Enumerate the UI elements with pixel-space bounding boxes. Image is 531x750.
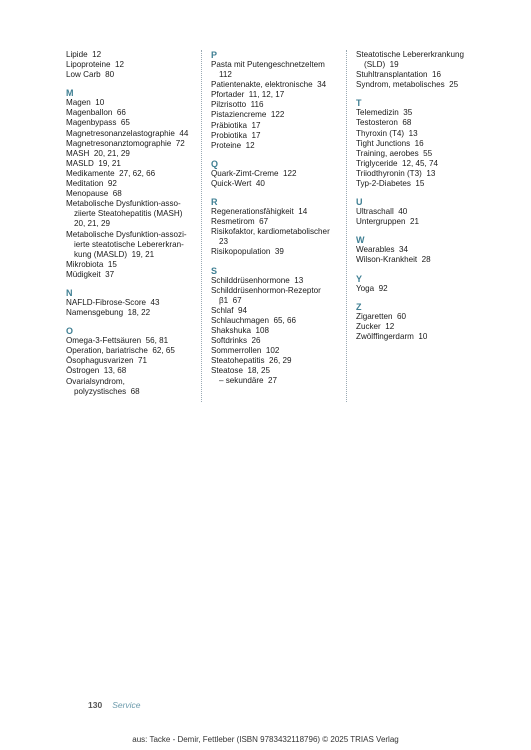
index-entry: Wilson-Krankheit 28 (356, 255, 431, 265)
index-entry: Operation, bariatrische 62, 65 (66, 346, 175, 356)
index-group (356, 197, 486, 227)
index-entry: Schlaf 94 (211, 305, 247, 315)
index-entry: Sommerrollen 102 (211, 346, 280, 356)
index-group (356, 50, 486, 90)
index-entry: Risikofaktor, kardiometabolischer (211, 227, 330, 237)
index-entry: Shakshuka 108 (211, 325, 270, 335)
index-group (66, 288, 196, 318)
index-group (211, 197, 341, 257)
index-entry: Östrogen 13, 68 (66, 366, 127, 376)
index-entry: Präbiotika 17 (211, 120, 261, 130)
index-entry: Telemedizin 35 (356, 108, 413, 118)
index-group (356, 274, 486, 294)
index-letter-heading: M (66, 88, 74, 99)
index-letter-heading: S (211, 265, 218, 276)
index-group (211, 159, 341, 189)
index-column-3 (356, 50, 486, 350)
index-entry: Risikopopulation 39 (211, 247, 284, 257)
index-entry: ziierte Steatohepatitis (MASH) (74, 209, 183, 219)
index-entry: Schilddrüsenhormone 13 (211, 275, 304, 285)
index-entry: Magnetresonanztomographie 72 (66, 138, 185, 148)
index-entry: Proteine 12 (211, 140, 255, 150)
index-entry: Pasta mit Putengeschnetzeltem (211, 60, 325, 69)
index-entry: Metabolische Dysfunktion-asso- (66, 199, 181, 209)
index-entry: Softdrinks 26 (211, 336, 261, 346)
column-separator (346, 50, 347, 402)
index-entry: Triglyceride 12, 45, 74 (356, 158, 439, 168)
index-entry: Steatose 18, 25 (211, 366, 270, 376)
index-entry: Mikrobiota 15 (66, 259, 117, 269)
index-entry: Wearables 34 (356, 245, 409, 255)
index-group (356, 302, 486, 342)
index-group (66, 50, 196, 80)
index-column-2 (211, 50, 341, 395)
index-entry: Menopause 68 (66, 189, 122, 199)
index-group (211, 50, 341, 151)
index-group (211, 266, 341, 387)
index-entry: Magenbypass 65 (66, 118, 130, 128)
index-entry: Lipide 12 (66, 50, 102, 59)
index-letter-heading: R (211, 197, 218, 208)
index-entry: Pfortader 11, 12, 17 (211, 90, 285, 100)
index-entry: Magnetresonanzelastographie 44 (66, 128, 189, 138)
index-entry: Omega-3-Fettsäuren 56, 81 (66, 336, 169, 346)
column-separator (201, 50, 202, 402)
index-letter-heading: Z (356, 301, 362, 312)
index-entry: MASH 20, 21, 29 (66, 148, 130, 158)
index-entry: Low Carb 80 (66, 70, 115, 80)
index-letter-heading: T (356, 98, 362, 109)
index-entry: Schlauchmagen 65, 66 (211, 315, 297, 325)
index-entry: Namensgebung 18, 22 (66, 308, 151, 318)
index-entry: Zigaretten 60 (356, 311, 406, 321)
index-letter-heading: Y (356, 273, 363, 284)
index-entry: 23 (219, 237, 229, 247)
index-entry: Ultraschall 40 (356, 207, 408, 217)
index-letter-heading: O (66, 326, 74, 337)
index-entry: Stuhltransplantation 16 (356, 70, 442, 80)
index-entry: Ösophagusvarizen 71 (66, 356, 147, 366)
index-entry: Zucker 12 (356, 321, 395, 331)
index-entry: NAFLD-Fibrose-Score 43 (66, 297, 160, 307)
index-entry: MASLD 19, 21 (66, 158, 121, 168)
index-group (66, 326, 196, 397)
index-entry: Medikamente 27, 62, 66 (66, 168, 156, 178)
index-entry: Pistaziencreme 122 (211, 110, 285, 120)
index-entry: Resmetirom 67 (211, 217, 269, 227)
index-letter-heading: N (66, 287, 73, 298)
index-group (356, 235, 486, 265)
index-entry: polyzystisches 68 (74, 386, 140, 396)
index-entry: Regenerationsfähigkeit 14 (211, 207, 308, 217)
index-entry: kung (MASLD) 19, 21 (74, 249, 155, 259)
index-entry: Thyroxin (T4) 13 (356, 128, 418, 138)
index-entry: Metabolische Dysfunktion-assozi- (66, 229, 187, 239)
index-entry: Ovarialsyndrom, (66, 376, 125, 386)
index-entry: Meditation 92 (66, 179, 117, 189)
index-entry: Yoga 92 (356, 283, 388, 293)
index-group (66, 88, 196, 280)
index-letter-heading: U (356, 197, 363, 208)
source-credit: aus: Tacke - Demir, Fettleber (ISBN 9783432118796) © 2025 TRIAS Verlag (132, 735, 399, 744)
index-entry: Patientenakte, elektronische 34 (211, 80, 327, 90)
index-entry: Triiodthyronin (T3) 13 (356, 168, 436, 178)
index-entry: Zwölffingerdarm 10 (356, 331, 428, 341)
index-entry: Tight Junctions 16 (356, 138, 424, 148)
index-entry: Training, aerobes 55 (356, 148, 433, 158)
index-letter-heading: P (211, 50, 218, 60)
index-entry: Müdigkeit 37 (66, 269, 115, 279)
index-entry: Lipoproteine 12 (66, 60, 125, 70)
index-entry: Testosteron 68 (356, 118, 412, 128)
index-entry: ierte steatotische Lebererkran- (74, 239, 184, 249)
index-letter-heading: W (356, 235, 365, 246)
index-entry: β1 67 (219, 295, 242, 305)
index-entry: Steatotische Lebererkrankung (356, 50, 464, 59)
page-footer (88, 700, 141, 710)
section-name: Service (112, 700, 141, 710)
index-column-1 (66, 50, 196, 405)
index-entry: Schilddrüsenhormon-Rezeptor (211, 285, 321, 295)
index-entry: Probiotika 17 (211, 130, 261, 140)
index-entry: Syndrom, metabolisches 25 (356, 80, 459, 90)
index-entry: (SLD) 19 (364, 60, 399, 70)
index-letter-heading: Q (211, 158, 219, 169)
index-entry: Steatohepatitis 26, 29 (211, 356, 292, 366)
index-entry: Pilzrisotto 116 (211, 100, 264, 110)
index-entry: Magenballon 66 (66, 108, 126, 118)
index-entry: Typ-2-Diabetes 15 (356, 179, 425, 189)
index-entry: 20, 21, 29 (74, 219, 111, 229)
index-entry: Quick-Wert 40 (211, 178, 265, 188)
index-entry: Quark-Zimt-Creme 122 (211, 168, 297, 178)
index-entry: – sekundäre 27 (219, 376, 278, 386)
index-entry: Magen 10 (66, 98, 105, 108)
index-entry: Untergruppen 21 (356, 217, 419, 227)
index-group (356, 98, 486, 189)
page-number: 130 (88, 700, 103, 710)
index-entry: 112 (219, 70, 232, 80)
